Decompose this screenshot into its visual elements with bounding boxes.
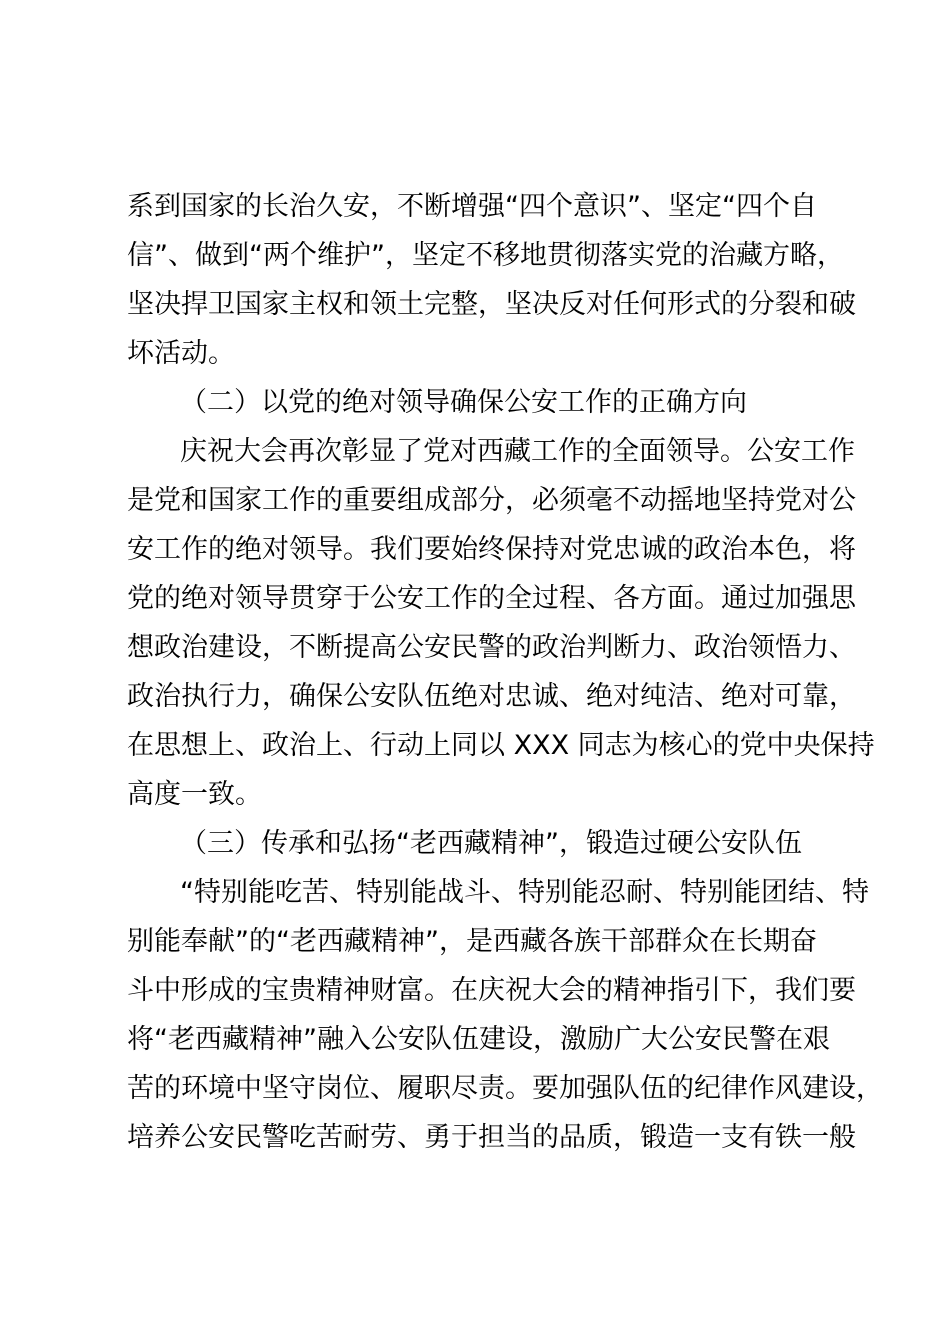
- body-text-line: 是党和国家工作的重要组成部分，必须毫不动摇地坚持党对公: [127, 485, 856, 516]
- section-heading: （二）以党的绝对领导确保公安工作的正确方向: [180, 387, 747, 418]
- body-text-line: 坏活动。: [127, 338, 235, 369]
- body-text-line: 苦的环境中坚守岗位、履职尽责。要加强队伍的纪律作风建设，: [127, 1073, 883, 1104]
- body-text-line: 党的绝对领导贯穿于公安工作的全过程、各方面。通过加强思: [127, 583, 856, 614]
- body-text-line: 高度一致。: [127, 779, 262, 810]
- body-text-line: 斗中形成的宝贵精神财富。在庆祝大会的精神指引下，我们要: [127, 975, 856, 1006]
- body-text-line: 培养公安民警吃苦耐劳、勇于担当的品质，锻造一支有铁一般: [127, 1122, 856, 1153]
- body-text-line: 在思想上、政治上、行动上同以 XXX 同志为核心的党中央保持: [127, 730, 875, 761]
- body-text-line: 坚决捍卫国家主权和领土完整，坚决反对任何形式的分裂和破: [127, 289, 856, 320]
- section-heading: （三）传承和弘扬“老西藏精神”，锻造过硬公安队伍: [180, 828, 802, 859]
- paragraph-first-line: “特别能吃苦、特别能战斗、特别能忍耐、特别能团结、特: [180, 877, 869, 908]
- body-text-line: 系到国家的长治久安，不断增强“四个意识”、坚定“四个自: [127, 191, 817, 222]
- body-text-line: 将“老西藏精神”融入公安队伍建设，激励广大公安民警在艰: [127, 1024, 830, 1055]
- body-text-line: 别能奉献”的“老西藏精神”，是西藏各族干部群众在长期奋: [127, 926, 817, 957]
- body-text-line: 想政治建设，不断提高公安民警的政治判断力、政治领悟力、: [127, 632, 856, 663]
- body-text-line: 信”、做到“两个维护”，坚定不移地贯彻落实党的治藏方略，: [127, 240, 844, 271]
- body-text-line: 安工作的绝对领导。我们要始终保持对党忠诚的政治本色，将: [127, 534, 856, 565]
- body-text-line: 政治执行力，确保公安队伍绝对忠诚、绝对纯洁、绝对可靠，: [127, 681, 856, 712]
- paragraph-first-line: 庆祝大会再次彰显了党对西藏工作的全面领导。公安工作: [180, 436, 855, 467]
